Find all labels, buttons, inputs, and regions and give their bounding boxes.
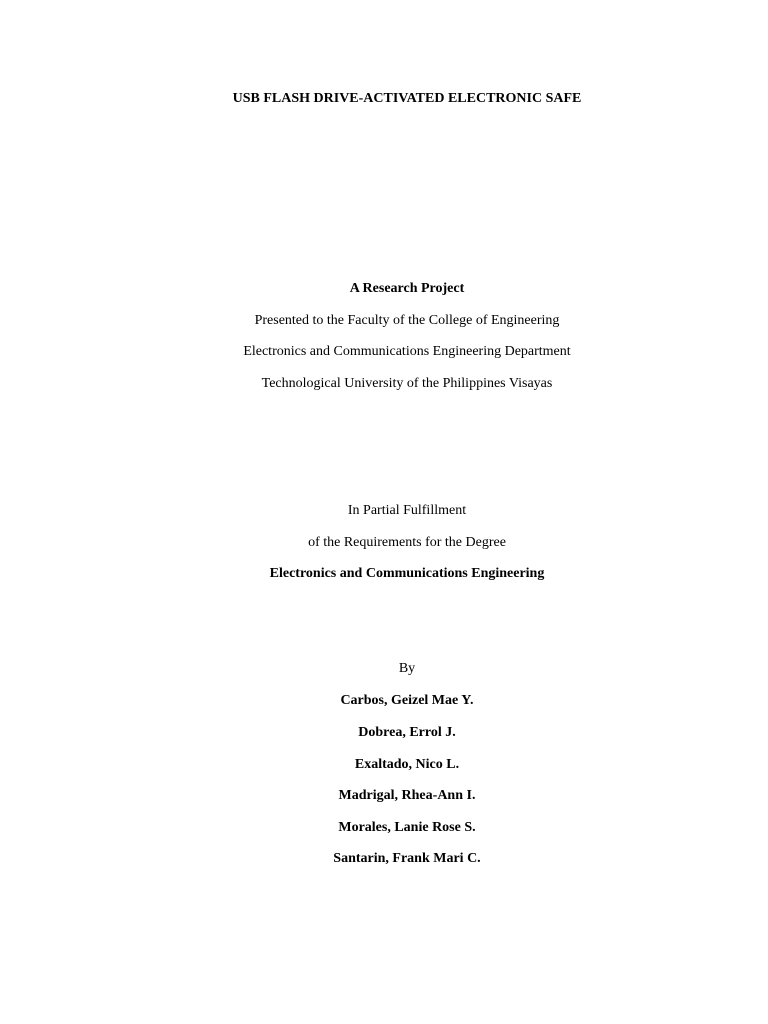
author-name: Morales, Lanie Rose S. [338, 820, 476, 835]
document-title: USB FLASH DRIVE-ACTIVATED ELECTRONIC SAFE [232, 91, 582, 106]
partial-fulfillment-line: In Partial Fulfillment [347, 503, 467, 518]
author-name: Santarin, Frank Mari C. [333, 851, 481, 866]
author-name: Madrigal, Rhea-Ann I. [338, 788, 476, 803]
author-name: Dobrea, Errol J. [358, 725, 456, 740]
department-line: Electronics and Communications Engineering Department [243, 344, 571, 359]
requirements-line: of the Requirements for the Degree [308, 535, 506, 550]
presented-to-line: Presented to the Faculty of the College of Engineering [254, 313, 560, 328]
research-project-heading: A Research Project [349, 281, 465, 296]
university-line: Technological University of the Philippines Visayas [261, 376, 553, 391]
by-label: By [398, 661, 416, 676]
author-name: Exaltado, Nico L. [354, 757, 460, 772]
author-name: Carbos, Geizel Mae Y. [340, 693, 474, 708]
degree-name: Electronics and Communications Engineering [269, 566, 545, 581]
